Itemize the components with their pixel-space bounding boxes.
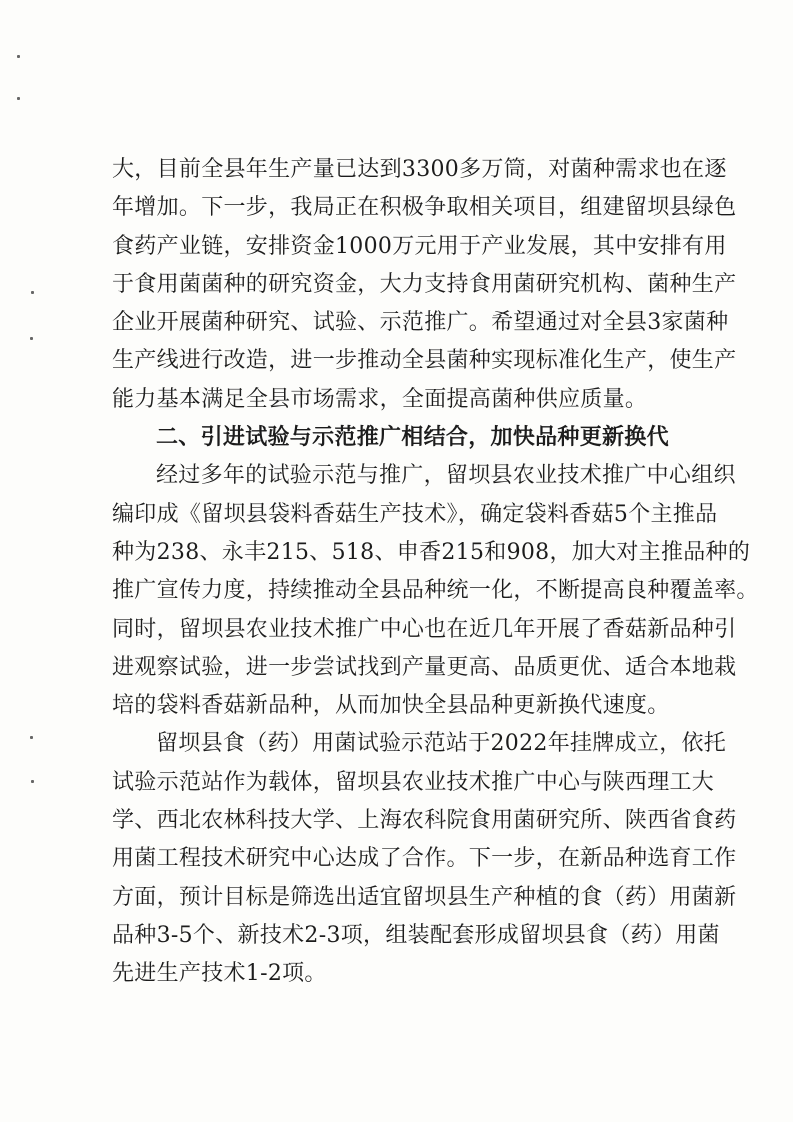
body-line: 种为238、永丰215、518、申香215和908，加大对主推品种的 (112, 539, 751, 565)
body-line: 留坝县食（药）用菌试验示范站于2022年挂牌成立，依托 (156, 731, 727, 757)
body-line: 试验示范站作为载体，留坝县农业技术推广中心与陕西理工大 (112, 769, 715, 795)
body-line: 培的袋料香菇新品种，从而加快全县品种更新换代速度。 (112, 693, 670, 719)
body-line: 企业开展菌种研究、试验、示范推广。希望通过对全县3家菌种 (112, 310, 729, 336)
body-line: 同时，留坝县农业技术推广中心也在近几年开展了香菇新品种引 (112, 616, 737, 642)
body-line: 先进生产技术1-2项。 (112, 961, 327, 987)
scan-mark (30, 736, 33, 739)
body-line: 于食用菌菌种的研究资金，大力支持食用菌研究机构、菌种生产 (112, 271, 737, 297)
scan-mark (31, 780, 34, 783)
body-line: 品种3-5个、新技术2-3项，组装配套形成留坝县食（药）用菌 (112, 922, 720, 948)
body-line: 用菌工程技术研究中心达成了合作。下一步，在新品种选育工作 (112, 846, 737, 872)
scan-mark (17, 97, 20, 100)
body-line: 大，目前全县年生产量已达到3300多万筒，对菌种需求也在逐 (112, 157, 727, 182)
section-heading: 二、引进试验与示范推广相结合，加快品种更新换代 (156, 425, 669, 451)
body-line: 生产线进行改造，进一步推动全县菌种实现标准化生产，使生产 (112, 348, 737, 374)
scan-mark (17, 55, 20, 58)
scan-mark (31, 291, 34, 294)
body-line: 推广宣传力度，持续推动全县品种统一化，不断提高良种覆盖率。 (112, 578, 759, 604)
body-line: 进观察试验，进一步尝试找到产量更高、品质更优、适合本地栽 (112, 654, 737, 680)
body-line: 年增加。下一步，我局正在积极争取相关项目，组建留坝县绿色 (112, 195, 737, 221)
body-line: 方面，预计目标是筛选出适宜留坝县生产种植的食（药）用菌新 (112, 884, 737, 910)
scan-mark (30, 337, 33, 340)
body-line: 学、西北农林科技大学、上海农科院食用菌研究所、陕西省食药 (112, 808, 737, 834)
body-line: 经过多年的试验示范与推广，留坝县农业技术推广中心组织 (156, 463, 736, 489)
body-line: 编印成《留坝县袋料香菇生产技术》，确定袋料香菇5个主推品 (112, 501, 718, 527)
document-body (112, 151, 759, 994)
body-line: 能力基本满足全县市场需求，全面提高菌种供应质量。 (112, 386, 648, 412)
body-line: 食药产业链，安排资金1000万元用于产业发展，其中安排有用 (112, 233, 727, 259)
